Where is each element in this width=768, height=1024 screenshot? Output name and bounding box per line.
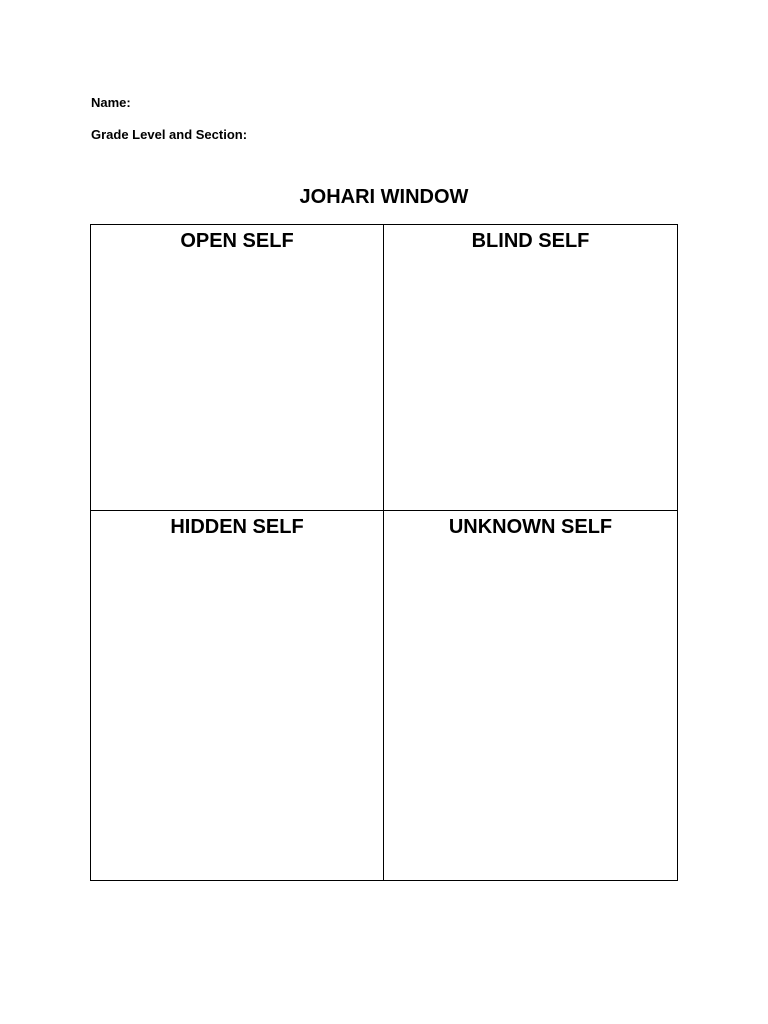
quadrant-unknown-self <box>384 511 677 880</box>
quadrant-unknown-self-label: UNKNOWN SELF <box>448 516 613 538</box>
quadrant-hidden-self <box>91 511 384 880</box>
quadrant-hidden-self-label: HIDDEN SELF <box>170 516 304 538</box>
grade-section-label: Grade Level and Section: <box>91 127 248 142</box>
name-label: Name: <box>91 95 131 110</box>
quadrant-open-self <box>91 225 384 511</box>
quadrant-blind-self <box>384 225 677 511</box>
quadrant-open-self-label: OPEN SELF <box>180 230 294 252</box>
johari-window-grid <box>90 224 678 881</box>
document-title: JOHARI WINDOW <box>299 186 469 208</box>
quadrant-blind-self-label: BLIND SELF <box>471 230 590 252</box>
